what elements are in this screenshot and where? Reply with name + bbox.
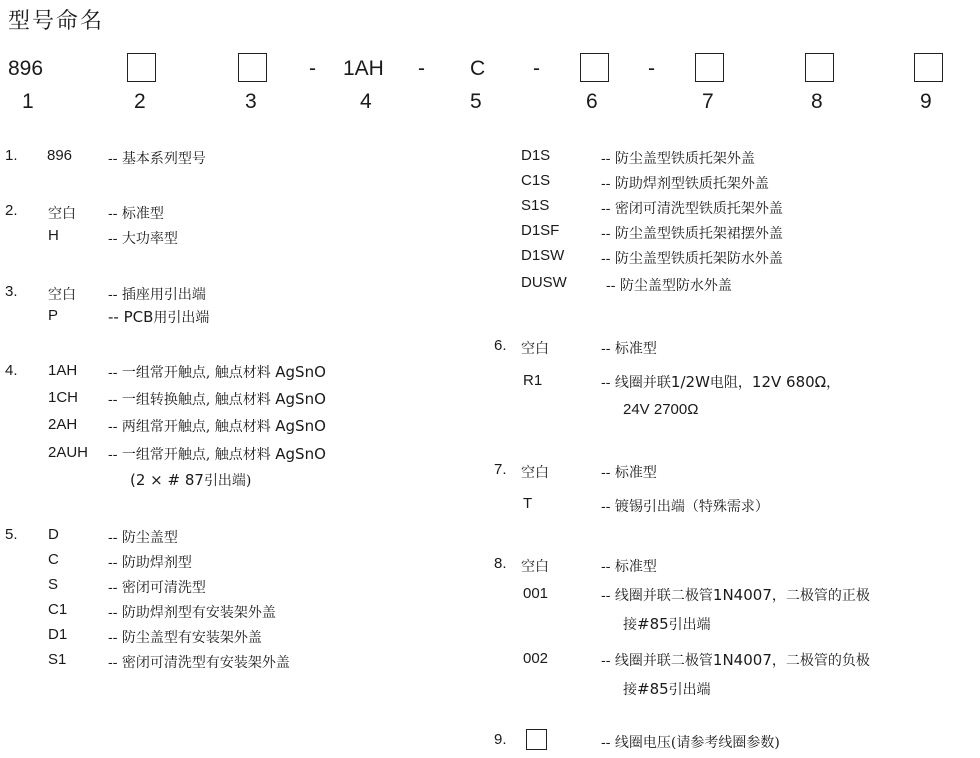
position-number: 9 [920, 90, 932, 113]
option-desc: -- 防尘盖型 [108, 530, 178, 546]
option-key: C1S [521, 172, 551, 189]
material: AgSnO [275, 417, 326, 435]
option-desc [108, 389, 326, 409]
option-desc [108, 307, 209, 327]
option-desc: -- 防尘盖型铁质托架防水外盖 [601, 251, 783, 267]
section-number: 8. [494, 555, 507, 572]
option-desc: -- 标准型 [601, 341, 657, 357]
option-desc: -- 标准型 [108, 206, 164, 222]
option-note [130, 470, 251, 490]
desc-suffix: 用引出端 [153, 310, 210, 326]
option-desc [108, 362, 326, 382]
desc-e: ， [826, 375, 841, 391]
code-contact: 1AH [343, 57, 384, 80]
desc-b: 1/2W [670, 373, 710, 391]
desc-c: 电阻， [709, 375, 752, 391]
option-desc: -- 防助焊剂型铁质托架外盖 [601, 176, 769, 192]
page-title: 型号命名 [8, 9, 105, 34]
desc-l2c: 引出端 [668, 682, 711, 698]
desc-a: -- 线圈并联二极管 [601, 653, 713, 669]
material: AgSnO [275, 390, 326, 408]
placeholder-box-coil [526, 729, 547, 750]
code-cover: C [470, 57, 486, 80]
placeholder-box-6 [580, 53, 609, 82]
code-dash-2: - [418, 57, 425, 80]
placeholder-box-3 [238, 53, 267, 82]
code-dash-4: - [648, 57, 655, 80]
position-number: 5 [470, 90, 482, 113]
option-desc: -- 大功率型 [108, 231, 178, 247]
note-prefix: (2 × # 87 [130, 471, 204, 489]
option-key: T [523, 495, 533, 512]
desc-d: 12V 680Ω [751, 373, 827, 391]
option-desc: -- 防尘盖型铁质托架裙摆外盖 [601, 226, 783, 242]
section-number: 3. [5, 283, 18, 300]
placeholder-box-8 [805, 53, 834, 82]
option-desc: -- 防助焊剂型有安装架外盖 [108, 605, 276, 621]
desc-prefix: -- PCB [108, 308, 154, 326]
option-key: D1SF [521, 222, 560, 239]
section-number: 1. [5, 147, 18, 164]
option-desc: -- 标准型 [601, 559, 657, 575]
option-desc-line2 [623, 614, 711, 634]
material: AgSnO [275, 445, 326, 463]
code-dash-3: - [533, 57, 540, 80]
option-key: 空白 [48, 206, 76, 222]
option-desc [601, 650, 870, 670]
option-key: P [48, 307, 59, 324]
desc-l2b: #85 [637, 615, 669, 633]
option-desc [601, 585, 870, 605]
code-dash-1: - [309, 57, 316, 80]
option-key: H [48, 227, 59, 244]
option-desc: -- 防尘盖型有安装架外盖 [108, 630, 262, 646]
desc-text: -- 两组常开触点, 触点材料 [108, 419, 276, 435]
option-desc: -- 防尘盖型防水外盖 [606, 278, 732, 294]
section-number: 7. [494, 461, 507, 478]
desc-l2c: 引出端 [668, 617, 711, 633]
desc-text: -- 一组常开触点, 触点材料 [108, 447, 276, 463]
option-desc [108, 416, 326, 436]
option-desc [601, 372, 840, 392]
option-key: 2AUH [48, 444, 89, 461]
option-key: S1S [521, 197, 550, 214]
section-number: 4. [5, 362, 18, 379]
desc-a: -- 线圈并联 [601, 375, 671, 391]
desc-l2a: 接 [623, 617, 637, 633]
option-key: 2AH [48, 416, 78, 433]
section-number: 9. [494, 731, 507, 748]
position-number: 4 [360, 90, 372, 113]
option-key: 1AH [48, 362, 78, 379]
option-desc: -- 镀锡引出端（特殊需求） [601, 499, 769, 515]
desc-text: -- 一组常开触点, 触点材料 [108, 365, 276, 381]
option-key: 002 [523, 650, 549, 667]
desc-c: ，二极管的正极 [771, 588, 870, 604]
option-key: 896 [47, 147, 73, 164]
option-key: D [48, 526, 59, 543]
placeholder-box-2 [127, 53, 156, 82]
option-key: R1 [523, 372, 543, 389]
desc-b: 1N4007 [712, 586, 772, 604]
position-number: 1 [22, 90, 34, 113]
option-key: D1SW [521, 247, 565, 264]
option-desc [108, 444, 326, 464]
option-desc: -- 标准型 [601, 465, 657, 481]
option-desc-line2: 24V 2700Ω [623, 401, 699, 418]
option-key: 空白 [48, 287, 76, 303]
position-number: 2 [134, 90, 146, 113]
desc-text: -- 一组转换触点, 触点材料 [108, 392, 276, 408]
option-desc: -- 防助焊剂型 [108, 555, 192, 571]
option-key: C [48, 551, 59, 568]
option-desc: -- 密闭可清洗型 [108, 580, 206, 596]
option-desc: -- 防尘盖型铁质托架外盖 [601, 151, 755, 167]
option-desc-line2 [623, 679, 711, 699]
option-desc: -- 密闭可清洗型铁质托架外盖 [601, 201, 783, 217]
position-number: 7 [702, 90, 714, 113]
desc-a: -- 线圈并联二极管 [601, 588, 713, 604]
option-key: 1CH [48, 389, 79, 406]
position-number: 6 [586, 90, 598, 113]
option-desc: -- 插座用引出端 [108, 287, 206, 303]
option-key: D1 [48, 626, 68, 643]
position-number: 3 [245, 90, 257, 113]
desc-l2a: 接 [623, 682, 637, 698]
option-desc: -- 线圈电压(请参考线圈参数) [601, 735, 780, 751]
option-key: D1S [521, 147, 551, 164]
desc-c: ，二极管的负极 [771, 653, 870, 669]
option-key: 001 [523, 585, 549, 602]
code-series: 896 [8, 57, 44, 80]
option-key: C1 [48, 601, 68, 618]
placeholder-box-9 [914, 53, 943, 82]
option-key: DUSW [521, 274, 567, 291]
option-key: 空白 [521, 341, 549, 357]
option-key: 空白 [521, 559, 549, 575]
position-number: 8 [811, 90, 823, 113]
desc-l2b: #85 [637, 680, 669, 698]
section-number: 2. [5, 202, 18, 219]
placeholder-box-7 [695, 53, 724, 82]
section-number: 5. [5, 526, 18, 543]
option-key: 空白 [521, 465, 549, 481]
option-key: S [48, 576, 59, 593]
section-number: 6. [494, 337, 507, 354]
option-desc: -- 基本系列型号 [108, 151, 206, 167]
option-desc: -- 密闭可清洗型有安装架外盖 [108, 655, 290, 671]
note-suffix: 引出端) [203, 473, 252, 489]
material: AgSnO [275, 363, 326, 381]
option-key: S1 [48, 651, 67, 668]
desc-b: 1N4007 [712, 651, 772, 669]
